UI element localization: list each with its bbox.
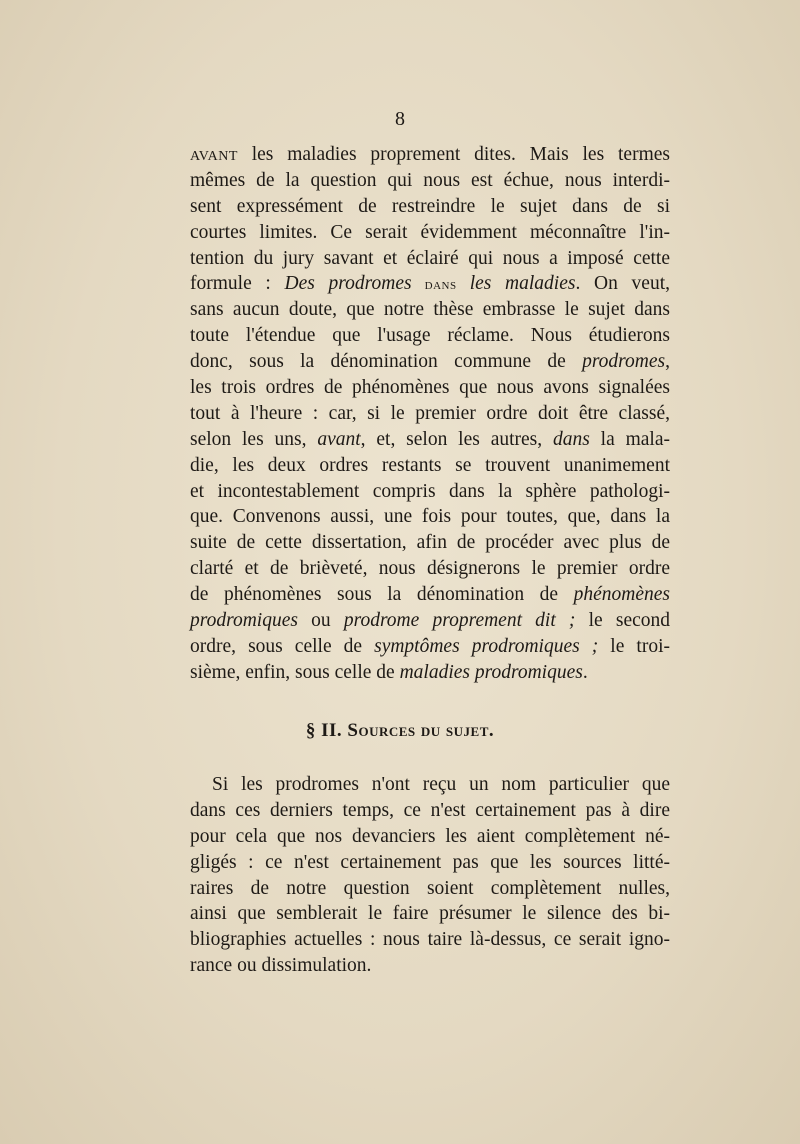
text-line: tout à l'heure : car, si le premier ordre doit être classé, bbox=[190, 402, 670, 424]
text-line: toute l'étendue que l'usage réclame. Nous étudierons bbox=[190, 325, 670, 347]
text-run: la mala- bbox=[589, 428, 670, 450]
text-line: bliographies actuelles : nous taire là-dessus, ce serait igno- bbox=[190, 929, 670, 951]
text-run: donc, sous la dénomination commune de bbox=[190, 351, 583, 373]
italic-run: avant bbox=[317, 428, 361, 450]
text-line: mêmes de la question qui nous est échue, nous interdi- bbox=[190, 169, 670, 191]
text-line bbox=[190, 142, 670, 168]
text-run: le troi- bbox=[598, 635, 670, 657]
text-line: que. Convenons aussi, une fois pour toutes, que, dans la bbox=[190, 506, 670, 528]
small-caps-word: avant bbox=[190, 144, 238, 165]
italic-run: maladies prodromiques bbox=[399, 661, 583, 683]
text-line: suite de cette dissertation, afin de procéder avec plus de bbox=[190, 532, 670, 554]
text-run: le second bbox=[575, 610, 670, 632]
text-line bbox=[190, 427, 670, 453]
text-line: raires de notre question soient complètement nulles, bbox=[190, 877, 670, 899]
text-line: tention du jury savant et éclairé qui nous a imposé cette bbox=[190, 247, 670, 269]
text-run: formule : bbox=[190, 273, 285, 295]
italic-run: prodromiques bbox=[190, 610, 298, 632]
italic-run: les maladies bbox=[469, 273, 576, 295]
text-run: de phénomènes sous la dénomination de bbox=[190, 584, 574, 606]
text-line bbox=[190, 271, 670, 297]
text-line bbox=[190, 660, 670, 686]
text-line: courtes limites. Ce serait évidemment méconnaître l'in- bbox=[190, 221, 670, 243]
section-heading bbox=[0, 720, 800, 742]
text-line: die, les deux ordres restants se trouvent unanimement bbox=[190, 454, 670, 476]
text-run: les maladies proprement dites. Mais les termes bbox=[237, 144, 670, 165]
italic-run: symptômes prodromiques ; bbox=[374, 635, 599, 657]
text-line: clarté et de brièveté, nous désignerons le premier ordre bbox=[190, 558, 670, 580]
text-line: et incontestablement compris dans la sphère pathologi- bbox=[190, 480, 670, 502]
text-run: ordre, sous celle de bbox=[190, 635, 375, 657]
text-run: selon les uns, bbox=[190, 428, 318, 450]
page-number: 8 bbox=[395, 108, 405, 130]
text-run: . On veut, bbox=[575, 273, 670, 295]
italic-run: prodrome proprement dit ; bbox=[343, 610, 576, 632]
text-line bbox=[190, 608, 670, 634]
text-line: Si les prodromes n'ont reçu un nom particulier que bbox=[212, 774, 670, 795]
paragraph-sources bbox=[190, 772, 670, 979]
text-line: sans aucun doute, que notre thèse embrasse le sujet dans bbox=[190, 299, 670, 321]
text-run: ou bbox=[297, 610, 344, 632]
italic-run: dans bbox=[552, 428, 590, 450]
text-line bbox=[190, 582, 670, 608]
text-run: , et, selon les autres, bbox=[360, 428, 553, 450]
section-title: Sources du sujet. bbox=[347, 720, 495, 741]
section-number: § II. bbox=[305, 720, 348, 741]
italic-run: prodromes bbox=[582, 351, 666, 373]
text-run: . bbox=[582, 661, 588, 683]
text-line: les trois ordres de phénomènes que nous avons signalées bbox=[190, 377, 670, 399]
text-line: rance ou dissimulation. bbox=[190, 955, 372, 977]
text-line bbox=[190, 634, 670, 660]
text-line: gligés : ce n'est certainement pas que les sources litté- bbox=[190, 851, 670, 873]
text-line: dans ces derniers temps, ce n'est certainement pas à dire bbox=[190, 799, 670, 821]
text-line: sent expressément de restreindre le sujet dans de si bbox=[190, 195, 670, 217]
italic-run: phénomènes bbox=[573, 584, 670, 606]
text-line bbox=[190, 349, 670, 375]
small-caps-word: dans bbox=[411, 277, 470, 294]
text-line: pour cela que nos devanciers les aient complètement né- bbox=[190, 825, 670, 847]
text-run: , bbox=[665, 351, 670, 373]
text-run: sième, enfin, sous celle de bbox=[190, 661, 400, 683]
paragraph-prodromes-definition bbox=[190, 142, 670, 686]
text-line: ainsi que semblerait le faire présumer le silence des bi- bbox=[190, 903, 670, 925]
italic-run: Des prodromes bbox=[284, 273, 412, 295]
